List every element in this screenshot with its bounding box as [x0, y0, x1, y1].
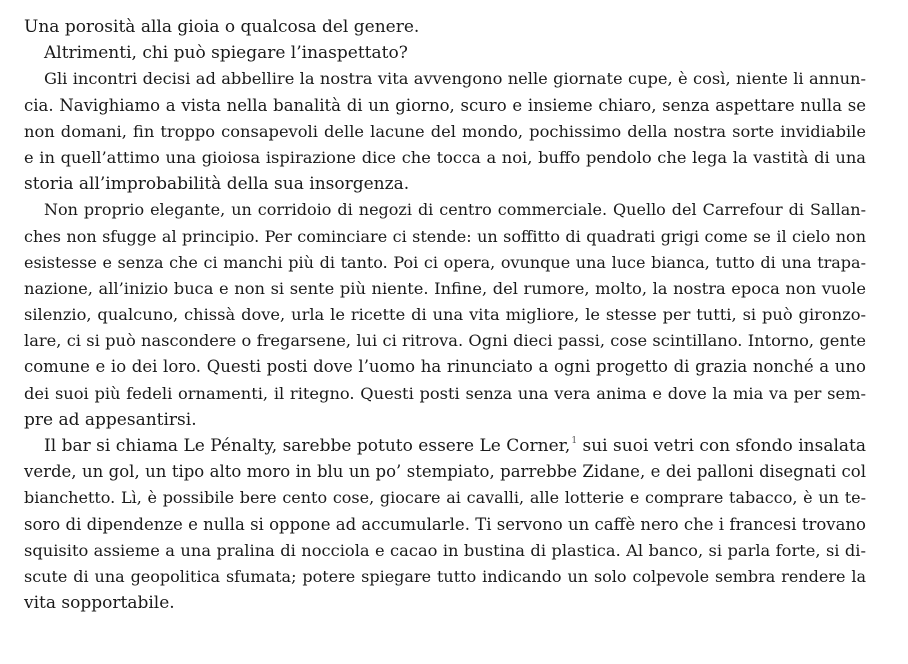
text-line	[24, 485, 866, 511]
text-line	[24, 145, 866, 171]
line-text: verde, un gol, un tipo alto moro in blu un po’ stempiato, parrebbe Zidane, e dei palloni disegnati col	[24, 462, 866, 482]
line-text: soro di dipendenze e nulla si oppone ad accumularle. Ti servono un caffè nero che i francesi trovano	[24, 514, 866, 534]
text-line	[24, 119, 866, 145]
text-line	[24, 512, 866, 538]
text-line	[24, 564, 866, 590]
line-text: cia. Navighiamo a vista nella banalità di un giorno, scuro e insieme chiaro, senza aspettare nulla se	[24, 95, 866, 115]
text-line	[24, 66, 866, 92]
line-text: dei suoi più fedeli ornamenti, il ritegno. Questi posti senza una vera anima e dove la mia va per sem-	[24, 383, 866, 403]
line-text: non domani, fin troppo consapevoli delle lacune del mondo, pochissimo della nostra sorte invidiabile	[24, 121, 866, 141]
line-text: bianchetto. Lì, è possibile bere cento cose, giocare ai cavalli, alle lotterie e comprare tabacco, è un te-	[24, 488, 866, 508]
line-text: Gli incontri decisi ad abbellire la nostra vita avvengono nelle giornate cupe, è così, niente li annun-	[44, 69, 866, 89]
text-line	[24, 328, 866, 354]
paragraph	[24, 66, 866, 197]
text-line	[24, 171, 866, 197]
text-line	[24, 14, 866, 40]
line-text: squisito assieme a una pralina di nocciola e cacao in bustina di plastica. Al banco, si parla forte, si di-	[24, 540, 866, 560]
line-text: e in quell’attimo una gioiosa ispirazione dice che tocca a noi, buffo pendolo che lega la vastità di una	[24, 147, 866, 167]
line-text: comune e io dei loro. Questi posti dove l’uomo ha rinunciato a ogni progetto di grazia nonché a uno	[24, 357, 866, 377]
text-line	[24, 538, 866, 564]
text-line	[24, 590, 866, 616]
paragraph	[24, 433, 866, 616]
line-text: vita sopportabile.	[24, 593, 175, 614]
text-line	[24, 276, 866, 302]
paragraph	[24, 14, 866, 40]
line-text: scute di una geopolitica sfumata; potere spiegare tutto indicando un solo colpevole sembra rendere la	[24, 566, 866, 586]
text-line	[24, 93, 866, 119]
text-line	[24, 197, 866, 223]
text-line	[24, 381, 866, 407]
paragraph	[24, 197, 866, 433]
line-text: Altrimenti, chi può spiegare l’inaspettato?	[44, 43, 408, 64]
line-text: Non proprio elegante, un corridoio di negozi di centro commerciale. Quello del Carrefour di Sallan-	[44, 200, 866, 220]
text-line	[24, 302, 866, 328]
paragraph	[24, 40, 866, 66]
line-text: nazione, all’inizio buca e non si sente più niente. Infine, del rumore, molto, la nostra epoca non vuole	[24, 278, 866, 298]
text-line	[24, 250, 866, 276]
footnote-marker[interactable]: 1	[571, 436, 578, 446]
text-line	[24, 433, 866, 459]
line-text: Il bar si chiama Le Pénalty, sarebbe potuto essere Le Corner,	[44, 436, 571, 456]
line-text: Una porosità alla gioia o qualcosa del genere.	[24, 17, 420, 37]
text-line	[24, 40, 866, 66]
line-text: silenzio, qualcuno, chissà dove, urla le ricette di una vita migliore, le stesse per tutti, si può gironzo-	[24, 305, 866, 325]
text-line	[24, 407, 866, 433]
line-text: ches non sfugge al principio. Per cominciare ci stende: un soffitto di quadrati grigi come se il cielo non	[24, 226, 866, 246]
document-page	[24, 14, 866, 616]
line-text: pre ad appesantirsi.	[24, 409, 197, 430]
text-line	[24, 224, 866, 250]
text-line	[24, 459, 866, 485]
line-text: esistesse e senza che ci manchi più di tanto. Poi ci opera, ovunque una luce bianca, tutto di una trapa-	[24, 252, 866, 272]
line-text: lare, ci si può nascondere o fregarsene, lui ci ritrova. Ogni dieci passi, cose scintillano. Intorno, gente	[24, 331, 866, 351]
line-text: storia all’improbabilità della sua insorgenza.	[24, 174, 410, 195]
text-line	[24, 354, 866, 380]
line-text-continued: sui suoi vetri con sfondo insalata	[577, 436, 866, 456]
